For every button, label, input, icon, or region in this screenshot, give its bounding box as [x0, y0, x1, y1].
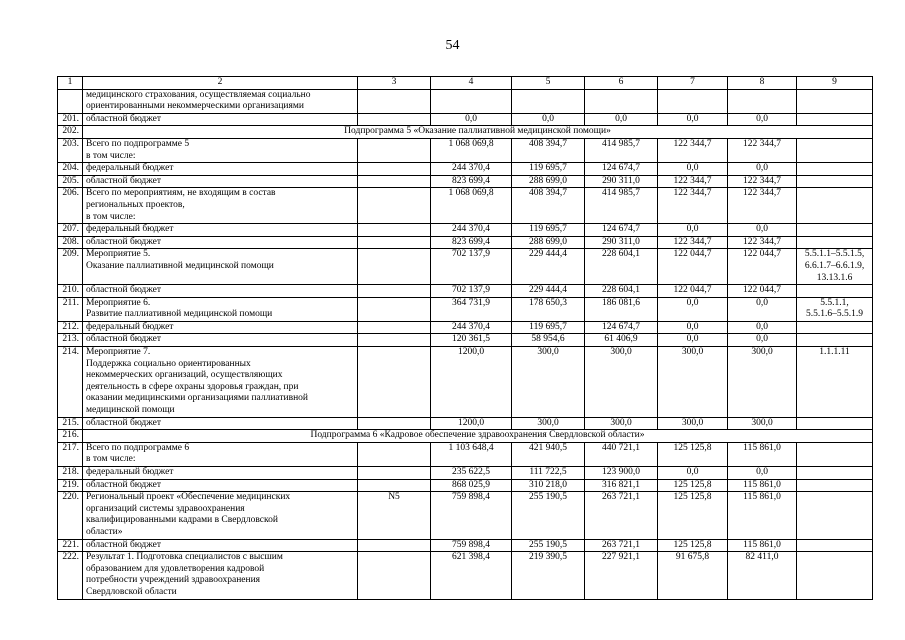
- project-code-cell: [358, 113, 431, 126]
- row-name-cell: областной бюджет: [83, 175, 358, 188]
- target-reference-cell: [797, 89, 873, 113]
- target-reference-cell: [797, 224, 873, 237]
- row-number-cell: 204.: [58, 163, 83, 176]
- target-reference-cell: [797, 334, 873, 347]
- target-reference-cell: [797, 417, 873, 430]
- target-reference-cell: [797, 539, 873, 552]
- table-row: [58, 138, 873, 162]
- year-value-cell: 124 674,7: [585, 224, 658, 237]
- year-value-cell: 421 940,5: [512, 442, 585, 466]
- year-value-cell: 82 411,0: [728, 552, 797, 599]
- year-value-cell: 300,0: [585, 347, 658, 418]
- row-name-cell: областной бюджет: [83, 334, 358, 347]
- target-reference-cell: [797, 138, 873, 162]
- year-value-cell: 300,0: [585, 417, 658, 430]
- row-number-cell: 211.: [58, 297, 83, 321]
- year-value-cell: 300,0: [728, 347, 797, 418]
- total-value-cell: 823 699,4: [431, 175, 512, 188]
- year-value-cell: 316 821,1: [585, 479, 658, 492]
- year-value-cell: 288 699,0: [512, 236, 585, 249]
- table-row: [58, 126, 873, 139]
- table-row: [58, 236, 873, 249]
- table-row: [58, 479, 873, 492]
- year-value-cell: 263 721,1: [585, 539, 658, 552]
- year-value-cell: 310 218,0: [512, 479, 585, 492]
- column-header: 8: [728, 77, 797, 90]
- row-name-cell: областной бюджет: [83, 113, 358, 126]
- year-value-cell: 122 044,7: [658, 249, 728, 285]
- year-value-cell: 125 125,8: [658, 539, 728, 552]
- row-name-cell: областной бюджет: [83, 479, 358, 492]
- budget-table: [57, 76, 873, 600]
- year-value-cell: 219 390,5: [512, 552, 585, 599]
- year-value-cell: 0,0: [728, 321, 797, 334]
- year-value-cell: 0,0: [728, 163, 797, 176]
- year-value-cell: 300,0: [728, 417, 797, 430]
- target-reference-cell: [797, 467, 873, 480]
- project-code-cell: [358, 175, 431, 188]
- target-reference-cell: [797, 163, 873, 176]
- page-number: 54: [445, 38, 460, 53]
- year-value-cell: [512, 89, 585, 113]
- total-value-cell: [431, 89, 512, 113]
- year-value-cell: 0,0: [728, 467, 797, 480]
- row-number-cell: 209.: [58, 249, 83, 285]
- year-value-cell: 122 344,7: [658, 236, 728, 249]
- year-value-cell: 255 190,5: [512, 539, 585, 552]
- total-value-cell: 244 370,4: [431, 321, 512, 334]
- year-value-cell: 0,0: [512, 113, 585, 126]
- total-value-cell: 244 370,4: [431, 224, 512, 237]
- project-code-cell: [358, 479, 431, 492]
- row-number-cell: 202.: [58, 126, 83, 139]
- table-row: [58, 321, 873, 334]
- year-value-cell: 414 985,7: [585, 138, 658, 162]
- table-row: [58, 285, 873, 298]
- project-code-cell: [358, 334, 431, 347]
- project-code-cell: [358, 297, 431, 321]
- year-value-cell: 122 044,7: [728, 285, 797, 298]
- row-name-cell: федеральный бюджет: [83, 163, 358, 176]
- year-value-cell: 290 311,0: [585, 236, 658, 249]
- row-number-cell: 220.: [58, 492, 83, 539]
- year-value-cell: [728, 89, 797, 113]
- row-name-cell: Мероприятие 5. Оказание паллиативной медицинской помощи: [83, 249, 358, 285]
- row-name-cell: Мероприятие 7. Поддержка социально ориентированных некоммерческих организаций, осуществляющих деятельность в сфере охраны здоровья граждан, при оказании медицинскими организациями паллиативной медицинской помощи: [83, 347, 358, 418]
- row-name-cell: Всего по мероприятиям, не входящим в состав региональных проектов, в том числе:: [83, 188, 358, 224]
- row-number-cell: 219.: [58, 479, 83, 492]
- year-value-cell: 115 861,0: [728, 479, 797, 492]
- total-value-cell: 1 068 069,8: [431, 188, 512, 224]
- year-value-cell: 122 344,7: [658, 175, 728, 188]
- row-name-cell: областной бюджет: [83, 236, 358, 249]
- project-code-cell: [358, 285, 431, 298]
- total-value-cell: 1 068 069,8: [431, 138, 512, 162]
- header-row: [58, 77, 873, 90]
- row-number-cell: 215.: [58, 417, 83, 430]
- year-value-cell: 122 344,7: [728, 175, 797, 188]
- row-number-cell: 206.: [58, 188, 83, 224]
- row-name-cell: областной бюджет: [83, 285, 358, 298]
- row-name-cell: федеральный бюджет: [83, 467, 358, 480]
- year-value-cell: 115 861,0: [728, 539, 797, 552]
- year-value-cell: 290 311,0: [585, 175, 658, 188]
- row-number-cell: 214.: [58, 347, 83, 418]
- column-header: 9: [797, 77, 873, 90]
- row-number-cell: 213.: [58, 334, 83, 347]
- row-name-cell: федеральный бюджет: [83, 321, 358, 334]
- project-code-cell: [358, 89, 431, 113]
- total-value-cell: 823 699,4: [431, 236, 512, 249]
- year-value-cell: 124 674,7: [585, 163, 658, 176]
- row-number-cell: 205.: [58, 175, 83, 188]
- year-value-cell: 0,0: [585, 113, 658, 126]
- row-name-cell: областной бюджет: [83, 417, 358, 430]
- year-value-cell: 0,0: [658, 467, 728, 480]
- project-code-cell: [358, 224, 431, 237]
- year-value-cell: 111 722,5: [512, 467, 585, 480]
- year-value-cell: 255 190,5: [512, 492, 585, 539]
- project-code-cell: [358, 552, 431, 599]
- total-value-cell: 1 103 648,4: [431, 442, 512, 466]
- target-reference-cell: [797, 321, 873, 334]
- year-value-cell: 300,0: [512, 417, 585, 430]
- year-value-cell: 186 081,6: [585, 297, 658, 321]
- project-code-cell: [358, 467, 431, 480]
- target-reference-cell: [797, 285, 873, 298]
- row-number-cell: [58, 89, 83, 113]
- project-code-cell: [358, 321, 431, 334]
- year-value-cell: 263 721,1: [585, 492, 658, 539]
- column-header: 7: [658, 77, 728, 90]
- table-row: [58, 539, 873, 552]
- target-reference-cell: [797, 236, 873, 249]
- row-name-cell: Результат 1. Подготовка специалистов с высшим образованием для удовлетворения кадровой потребности учреждений здравоохранения Свердловской области: [83, 552, 358, 599]
- year-value-cell: 0,0: [658, 334, 728, 347]
- year-value-cell: 122 344,7: [658, 138, 728, 162]
- year-value-cell: 122 344,7: [728, 138, 797, 162]
- row-name-cell: федеральный бюджет: [83, 224, 358, 237]
- column-header: 3: [358, 77, 431, 90]
- year-value-cell: 0,0: [728, 297, 797, 321]
- subprogram-heading: Подпрограмма 6 «Кадровое обеспечение здравоохранения Свердловской области»: [83, 430, 873, 443]
- row-number-cell: 218.: [58, 467, 83, 480]
- table-row: [58, 492, 873, 539]
- target-reference-cell: [797, 175, 873, 188]
- year-value-cell: 229 444,4: [512, 285, 585, 298]
- table-row: [58, 467, 873, 480]
- row-number-cell: 216.: [58, 430, 83, 443]
- year-value-cell: 119 695,7: [512, 163, 585, 176]
- table-row: [58, 188, 873, 224]
- year-value-cell: 61 406,9: [585, 334, 658, 347]
- year-value-cell: 115 861,0: [728, 442, 797, 466]
- project-code-cell: [358, 163, 431, 176]
- total-value-cell: 364 731,9: [431, 297, 512, 321]
- total-value-cell: 0,0: [431, 113, 512, 126]
- year-value-cell: 119 695,7: [512, 321, 585, 334]
- row-number-cell: 201.: [58, 113, 83, 126]
- year-value-cell: 125 125,8: [658, 479, 728, 492]
- column-header: 6: [585, 77, 658, 90]
- target-reference-cell: 5.5.1.1, 5.5.1.6–5.5.1.9: [797, 297, 873, 321]
- year-value-cell: 0,0: [728, 113, 797, 126]
- table-row: [58, 334, 873, 347]
- year-value-cell: 408 394,7: [512, 138, 585, 162]
- row-number-cell: 217.: [58, 442, 83, 466]
- year-value-cell: 122 344,7: [728, 188, 797, 224]
- row-number-cell: 222.: [58, 552, 83, 599]
- total-value-cell: 120 361,5: [431, 334, 512, 347]
- table-row: [58, 430, 873, 443]
- year-value-cell: 91 675,8: [658, 552, 728, 599]
- year-value-cell: 178 650,3: [512, 297, 585, 321]
- row-number-cell: 210.: [58, 285, 83, 298]
- year-value-cell: 408 394,7: [512, 188, 585, 224]
- table-row: [58, 347, 873, 418]
- table-row: [58, 442, 873, 466]
- year-value-cell: 288 699,0: [512, 175, 585, 188]
- year-value-cell: 123 900,0: [585, 467, 658, 480]
- project-code-cell: N5: [358, 492, 431, 539]
- year-value-cell: 125 125,8: [658, 492, 728, 539]
- year-value-cell: 0,0: [728, 224, 797, 237]
- column-header: 5: [512, 77, 585, 90]
- year-value-cell: 300,0: [658, 347, 728, 418]
- year-value-cell: 119 695,7: [512, 224, 585, 237]
- row-name-cell: Мероприятие 6. Развитие паллиативной медицинской помощи: [83, 297, 358, 321]
- total-value-cell: 244 370,4: [431, 163, 512, 176]
- row-name-cell: Региональный проект «Обеспечение медицинских организаций системы здравоохранения квалифицированными кадрами в Свердловской области»: [83, 492, 358, 539]
- year-value-cell: 227 921,1: [585, 552, 658, 599]
- target-reference-cell: [797, 552, 873, 599]
- table-row: [58, 163, 873, 176]
- year-value-cell: 115 861,0: [728, 492, 797, 539]
- year-value-cell: 124 674,7: [585, 321, 658, 334]
- total-value-cell: 702 137,9: [431, 285, 512, 298]
- total-value-cell: 759 898,4: [431, 539, 512, 552]
- row-number-cell: 212.: [58, 321, 83, 334]
- table-row: [58, 113, 873, 126]
- row-name-cell: медицинского страхования, осуществляемая социально ориентированными некоммерческими организациями: [83, 89, 358, 113]
- table-row: [58, 552, 873, 599]
- year-value-cell: 0,0: [728, 334, 797, 347]
- year-value-cell: [658, 89, 728, 113]
- target-reference-cell: [797, 492, 873, 539]
- year-value-cell: 122 044,7: [658, 285, 728, 298]
- year-value-cell: 414 985,7: [585, 188, 658, 224]
- project-code-cell: [358, 347, 431, 418]
- target-reference-cell: 1.1.1.11: [797, 347, 873, 418]
- project-code-cell: [358, 249, 431, 285]
- project-code-cell: [358, 138, 431, 162]
- table-row: [58, 89, 873, 113]
- table-row: [58, 224, 873, 237]
- row-name-cell: Всего по подпрограмме 5 в том числе:: [83, 138, 358, 162]
- target-reference-cell: 5.5.1.1–5.5.1.5, 6.6.1.7–6.6.1.9, 13.13.1.6: [797, 249, 873, 285]
- year-value-cell: 122 344,7: [728, 236, 797, 249]
- row-number-cell: 208.: [58, 236, 83, 249]
- table-row: [58, 175, 873, 188]
- year-value-cell: 122 344,7: [658, 188, 728, 224]
- total-value-cell: 759 898,4: [431, 492, 512, 539]
- total-value-cell: 1200,0: [431, 417, 512, 430]
- year-value-cell: 0,0: [658, 163, 728, 176]
- year-value-cell: 125 125,8: [658, 442, 728, 466]
- total-value-cell: 868 025,9: [431, 479, 512, 492]
- column-header: 2: [83, 77, 358, 90]
- year-value-cell: 440 721,1: [585, 442, 658, 466]
- project-code-cell: [358, 539, 431, 552]
- year-value-cell: 228 604,1: [585, 249, 658, 285]
- target-reference-cell: [797, 442, 873, 466]
- target-reference-cell: [797, 188, 873, 224]
- table-body: [58, 77, 873, 600]
- table-row: [58, 417, 873, 430]
- row-number-cell: 203.: [58, 138, 83, 162]
- year-value-cell: 0,0: [658, 321, 728, 334]
- row-number-cell: 207.: [58, 224, 83, 237]
- year-value-cell: 228 604,1: [585, 285, 658, 298]
- year-value-cell: 0,0: [658, 297, 728, 321]
- total-value-cell: 621 398,4: [431, 552, 512, 599]
- project-code-cell: [358, 236, 431, 249]
- row-name-cell: областной бюджет: [83, 539, 358, 552]
- table-row: [58, 249, 873, 285]
- table-row: [58, 297, 873, 321]
- year-value-cell: [585, 89, 658, 113]
- year-value-cell: 122 044,7: [728, 249, 797, 285]
- total-value-cell: 235 622,5: [431, 467, 512, 480]
- column-header: 1: [58, 77, 83, 90]
- year-value-cell: 300,0: [512, 347, 585, 418]
- row-name-cell: Всего по подпрограмме 6 в том числе:: [83, 442, 358, 466]
- row-number-cell: 221.: [58, 539, 83, 552]
- year-value-cell: 0,0: [658, 224, 728, 237]
- column-header: 4: [431, 77, 512, 90]
- total-value-cell: 1200,0: [431, 347, 512, 418]
- year-value-cell: 300,0: [658, 417, 728, 430]
- subprogram-heading: Подпрограмма 5 «Оказание паллиативной медицинской помощи»: [83, 126, 873, 139]
- year-value-cell: 0,0: [658, 113, 728, 126]
- project-code-cell: [358, 188, 431, 224]
- total-value-cell: 702 137,9: [431, 249, 512, 285]
- project-code-cell: [358, 442, 431, 466]
- year-value-cell: 229 444,4: [512, 249, 585, 285]
- project-code-cell: [358, 417, 431, 430]
- target-reference-cell: [797, 113, 873, 126]
- year-value-cell: 58 954,6: [512, 334, 585, 347]
- target-reference-cell: [797, 479, 873, 492]
